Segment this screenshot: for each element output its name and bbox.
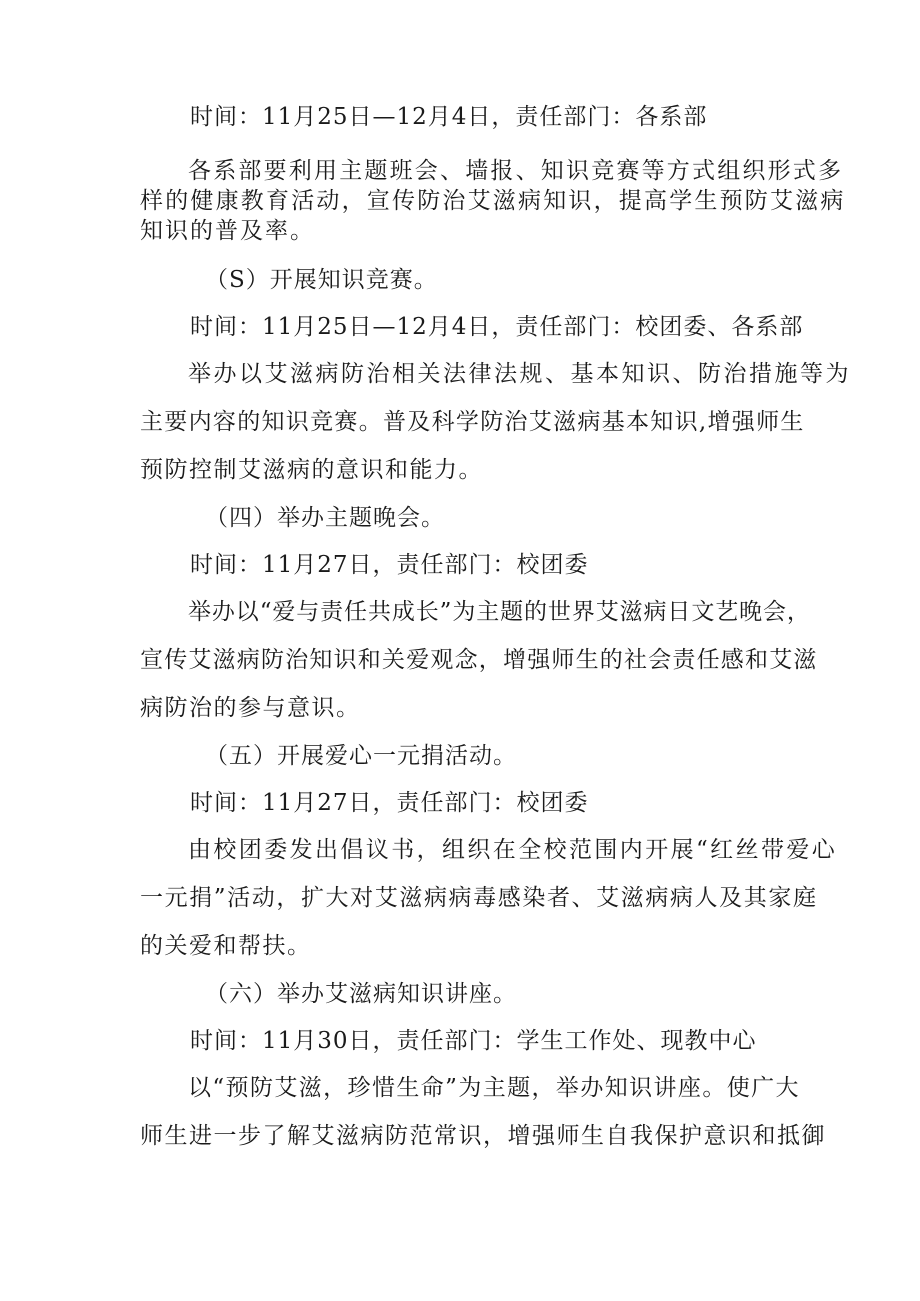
schedule-line: 时间：11月27日，责任部门：校团委 bbox=[190, 552, 589, 578]
paragraph-line: 一元捐”活动，扩大对艾滋病病毒感染者、艾滋病病人及其家庭 bbox=[140, 885, 818, 911]
paragraph-line: 预防控制艾滋病的意识和能力。 bbox=[140, 457, 483, 483]
section-heading: （S）开展知识竞赛。 bbox=[205, 267, 438, 293]
section-heading: （四）举办主题晚会。 bbox=[205, 505, 445, 531]
paragraph-line: 由校团委发出倡议书，组织在全校范围内开展“红丝带爱心 bbox=[188, 837, 838, 863]
paragraph-line: 主要内容的知识竞赛。普及科学防治艾滋病基本知识,增强师生 bbox=[140, 409, 805, 435]
paragraph-line: 举办以“爱与责任共成长”为主题的世界艾滋病日文艺晚会， bbox=[188, 599, 811, 625]
paragraph-line: 宣传艾滋病防治知识和关爱观念，增强师生的社会责任感和艾滋 bbox=[140, 647, 818, 673]
section-heading: （六）举办艾滋病知识讲座。 bbox=[205, 981, 517, 1007]
schedule-line: 时间：11月25日—12月4日，责任部门：各系部 bbox=[190, 104, 708, 130]
paragraph-line: 的关爱和帮扶。 bbox=[140, 933, 312, 959]
paragraph-line: 病防治的参与意识。 bbox=[140, 695, 361, 721]
paragraph-line: 各系部要利用主题班会、墙报、知识竞赛等方式组织形式多 bbox=[188, 158, 844, 184]
paragraph-line: 举办以艾滋病防治相关法律法规、基本知识、防治措施等为 bbox=[188, 361, 851, 387]
schedule-line: 时间：11月30日，责任部门：学生工作处、现教中心 bbox=[190, 1028, 757, 1054]
section-heading: （五）开展爱心一元捐活动。 bbox=[205, 743, 517, 769]
paragraph-line: 样的健康教育活动，宣传防治艾滋病知识，提高学生预防艾滋病 bbox=[140, 188, 846, 214]
paragraph-line: 知识的普及率。 bbox=[140, 218, 315, 244]
paragraph-line: 师生进一步了解艾滋病防范常识，增强师生自我保护意识和抵御 bbox=[140, 1123, 826, 1149]
schedule-line: 时间：11月25日—12月4日，责任部门：校团委、各系部 bbox=[190, 314, 804, 340]
schedule-line: 时间：11月27日，责任部门：校团委 bbox=[190, 790, 589, 816]
paragraph-line: 以“预防艾滋，珍惜生命”为主题，举办知识讲座。使广大 bbox=[188, 1075, 800, 1101]
